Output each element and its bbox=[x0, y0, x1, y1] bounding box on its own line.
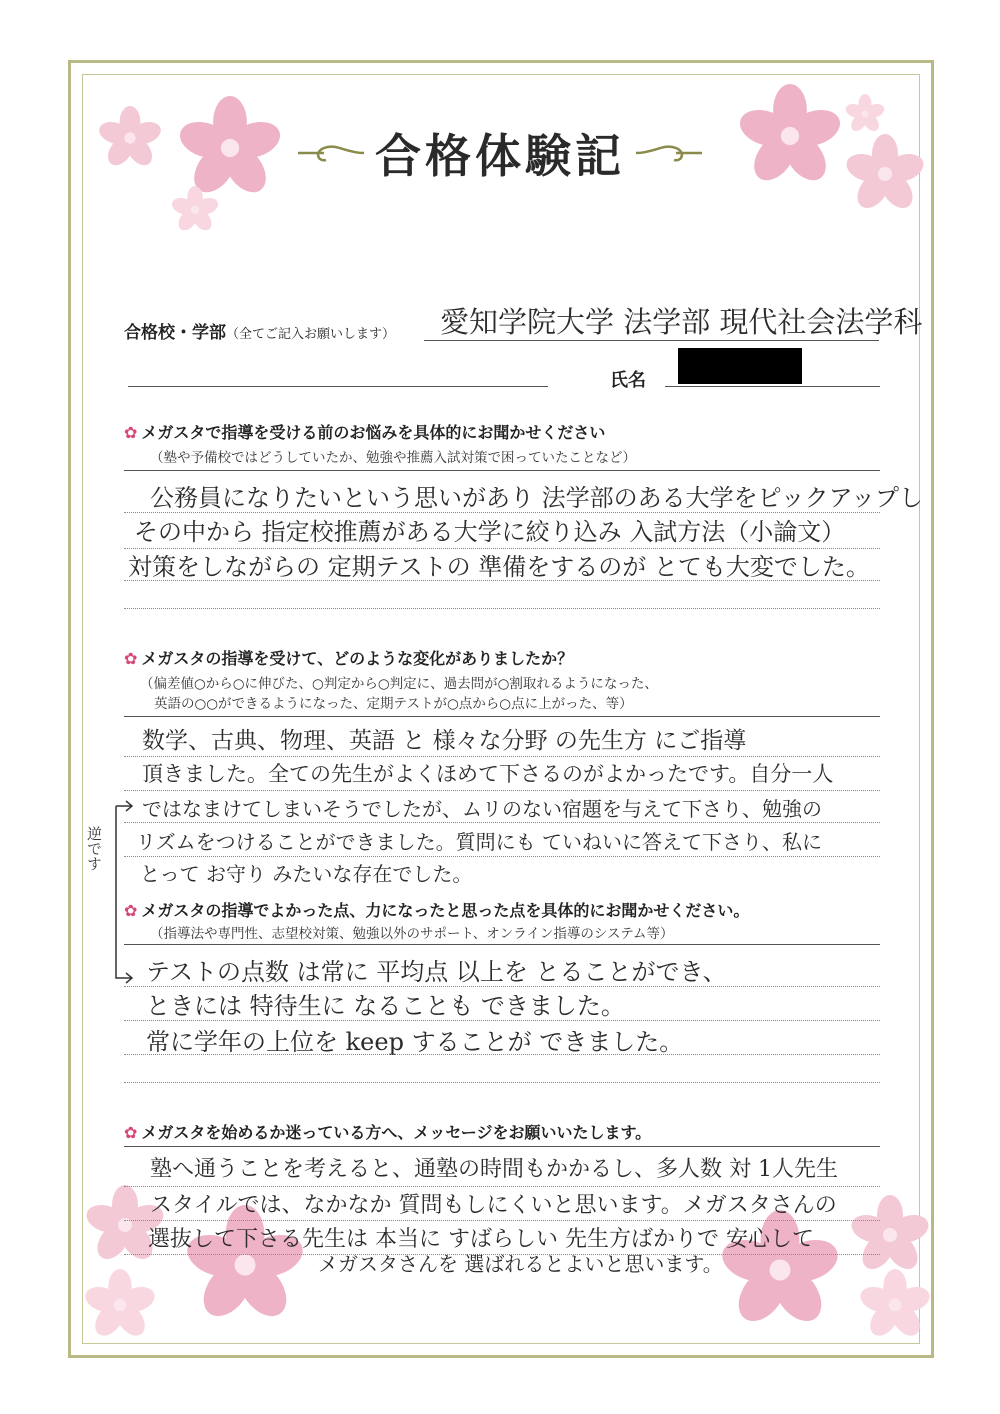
answer-3-line-3: 常に学年の上位を keep することが できました。 bbox=[146, 1028, 684, 1056]
question-2-note-2: 英語の○○ができるようになった、定期テストが○点から○点に上がった、等） bbox=[154, 696, 633, 712]
answer-4-line-1: 塾へ通うことを考えると、通塾の時間もかかるし、多人数 対 1人先生 bbox=[150, 1157, 838, 1182]
answer-3-line-1: テストの点数 は常に 平均点 以上を とることができ、 bbox=[146, 958, 727, 986]
answer-line bbox=[124, 1054, 880, 1055]
question-1-note: （塾や予備校ではどうしていたか、勉強や推薦入試対策で困っていたことなど） bbox=[150, 450, 636, 466]
answer-line bbox=[124, 790, 880, 791]
answer-4-line-2: スタイルでは、なかなか 質問もしにくいと思います。メガスタさんの bbox=[150, 1193, 837, 1218]
school-value: 愛知学院大学 法学部 現代社会法学科 bbox=[440, 305, 923, 339]
answer-line bbox=[124, 1082, 880, 1083]
answer-3-line-2: ときには 特待生に なることも できました。 bbox=[146, 992, 625, 1020]
answer-4-line-3: 選抜して下さる先生は 本当に すばらしい 先生方ばかりで 安心して bbox=[148, 1227, 814, 1252]
petal-bullet-icon: ✿ bbox=[124, 423, 138, 442]
answer-line bbox=[124, 1146, 880, 1147]
petal-bullet-icon: ✿ bbox=[124, 649, 138, 668]
answer-line bbox=[124, 608, 880, 609]
question-3 bbox=[124, 898, 749, 921]
school-label-text: 合格校・学部 bbox=[124, 323, 226, 343]
question-4-text: メガスタを始めるか迷っている方へ、メッセージをお願いいたします。 bbox=[141, 1123, 652, 1142]
question-2 bbox=[124, 646, 573, 669]
answer-line bbox=[124, 716, 880, 717]
name-underline bbox=[665, 386, 880, 387]
answer-2-line-2: 頂きました。全ての先生がよくほめて下さるのがよかったです。自分一人 bbox=[142, 762, 834, 786]
answer-line bbox=[124, 580, 880, 581]
answer-line bbox=[124, 856, 880, 857]
answer-1-line-3: 対策をしながらの 定期テストの 準備をするのが とても大変でした。 bbox=[128, 553, 870, 581]
question-3-note: （指導法や専門性、志望校対策、勉強以外のサポート、オンライン指導のシステム等） bbox=[150, 926, 674, 942]
petal-bullet-icon: ✿ bbox=[124, 901, 138, 920]
ornament-right-icon bbox=[634, 138, 704, 168]
name-label: 氏名 bbox=[610, 370, 646, 391]
answer-line bbox=[124, 756, 880, 757]
answer-4-line-4: メガスタさんを 選ばれるとよいと思います。 bbox=[318, 1252, 723, 1276]
question-2-note-1: （偏差値○から○に伸びた、○判定から○判定に、過去問が○割取れるようになった、 bbox=[140, 676, 658, 692]
answer-2-line-3: ではなまけてしまいそうでしたが、ムリのない宿題を与えて下さり、勉強の bbox=[142, 797, 822, 821]
answer-line bbox=[124, 822, 880, 823]
answer-line bbox=[124, 1186, 880, 1187]
page-title: 合格体験記 bbox=[375, 129, 625, 183]
question-1-text: メガスタで指導を受ける前のお悩みを具体的にお聞かせください bbox=[141, 423, 606, 442]
school-label bbox=[124, 318, 395, 343]
question-1 bbox=[124, 420, 605, 443]
answer-line bbox=[124, 470, 880, 471]
answer-2-line-4: リズムをつけることができました。質問にも ていねいに答えて下さり、私に bbox=[136, 830, 822, 854]
answer-1-line-1: 公務員になりたいという思いがあり 法学部のある大学をピックアップし bbox=[150, 484, 923, 512]
answer-2-line-5: とって お守り みたいな存在でした。 bbox=[140, 862, 473, 886]
answer-2-line-1: 数学、古典、物理、英語 と 様々な分野 の先生方 にご指導 bbox=[142, 728, 747, 754]
question-2-text: メガスタの指導を受けて、どのような変化がありましたか？ bbox=[141, 649, 574, 668]
name-redaction bbox=[678, 348, 802, 384]
school-underline bbox=[424, 340, 879, 341]
question-3-text: メガスタの指導でよかった点、力になったと思った点を具体的にお聞かせください。 bbox=[141, 901, 750, 920]
school-underline-2 bbox=[128, 386, 548, 387]
petal-bullet-icon: ✿ bbox=[124, 1123, 138, 1142]
question-4 bbox=[124, 1120, 651, 1143]
answer-line bbox=[124, 1220, 880, 1221]
answer-line bbox=[124, 1020, 880, 1021]
school-label-note: （全てご記入お願いします） bbox=[226, 327, 396, 342]
arrow-icon bbox=[86, 800, 136, 990]
answer-line bbox=[124, 944, 880, 945]
margin-note: 逆です bbox=[85, 826, 103, 871]
answer-1-line-2: その中から 指定校推薦がある大学に絞り込み 入試方法（小論文） bbox=[134, 518, 846, 546]
